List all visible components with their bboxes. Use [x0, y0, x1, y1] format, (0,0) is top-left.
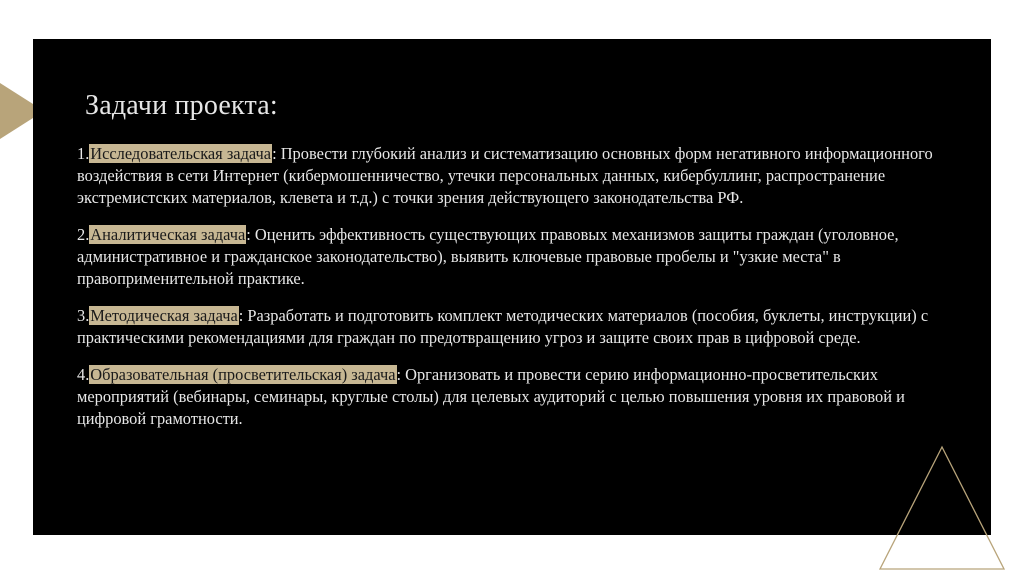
- task-item-1: [77, 143, 957, 209]
- slide: [33, 39, 991, 535]
- task-description: : Провести глубокий анализ и систематизацию основных форм негативного информационного воздействия в сети Интернет (кибермошенничество, утечки персональных данных, кибербуллинг, распространение экстремистских материалов, клевета и т.д.) с точки зрения действующего законодательства РФ.: [77, 144, 933, 207]
- task-name-highlight: Аналитическая задача: [90, 225, 246, 244]
- task-number: 3.: [77, 306, 90, 325]
- task-item-2: [77, 224, 957, 290]
- decorative-triangle-outline: [878, 445, 1006, 571]
- task-description: : Оценить эффективность существующих правовых механизмов защиты граждан (уголовное, административное и гражданское законодательство), выявить ключевые правовые пробелы и "узкие места" в правоприменительной практике.: [77, 225, 899, 288]
- task-item-3: [77, 305, 957, 349]
- task-name-highlight: Методическая задача: [90, 306, 238, 325]
- task-list: [77, 143, 957, 445]
- task-description: : Организовать и провести серию информационно-просветительских мероприятий (вебинары, семинары, круглые столы) для целевых аудиторий с целью повышения уровня их правовой и цифровой грамотности.: [77, 365, 905, 428]
- task-name-highlight: Исследовательская задача: [90, 144, 272, 163]
- task-name-highlight: Образовательная (просветительская) задача: [90, 365, 396, 384]
- task-item-4: [77, 364, 957, 430]
- task-number: 1.: [77, 144, 90, 163]
- task-description: : Разработать и подготовить комплект методических материалов (пособия, буклеты, инструкции) с практическими рекомендациями для граждан по предотвращению угроз и защите своих прав в цифровой среде.: [77, 306, 929, 347]
- slide-title: Задачи проекта:: [85, 90, 278, 121]
- task-number: 4.: [77, 365, 90, 384]
- task-number: 2.: [77, 225, 90, 244]
